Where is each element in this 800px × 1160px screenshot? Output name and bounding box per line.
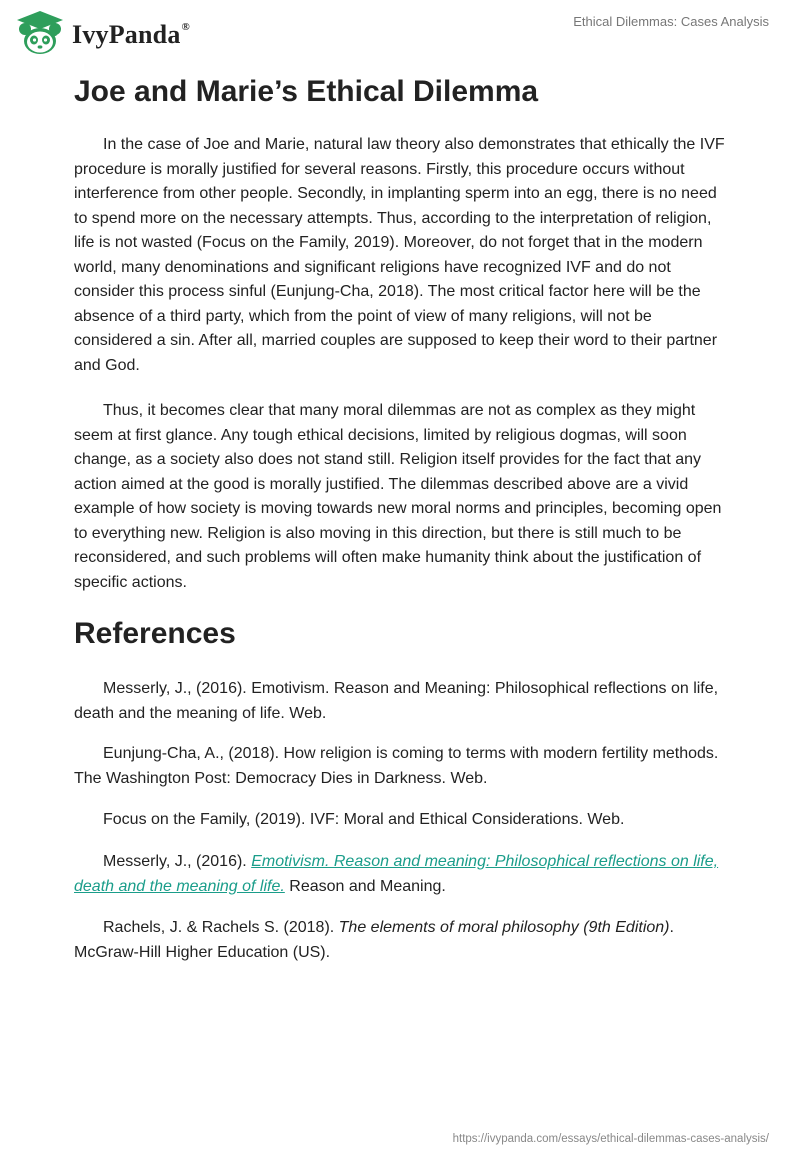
brand-name: IvyPanda®	[72, 20, 190, 49]
body-paragraph: In the case of Joe and Marie, natural law theory also demonstrates that ethically the IVF procedure is morally justified for several reasons. Firstly, this procedure occurs without interference from other people. Secondly, in implanting sperm into an egg, there is no need to spend more on the necessary attempts. Thus, according to the interpretation of religion, life is not wasted (Focus on the Family, 2019). Moreover, do not forget that in the modern world, many denominations and significant religions have recognized IVF and do not consider this process sinful (Eunjung-Cha, 2018). The most critical factor here will be the absence of a third party, which from the point of view of many religions, will not be considered a sin. After all, married couples are supposed to keep their word to their partner and God.	[74, 136, 725, 374]
reference-suffix: Reason and Meaning.	[284, 877, 446, 895]
reference-prefix: Messerly, J., (2016).	[103, 853, 252, 870]
reference-item: Focus on the Family, (2019). IVF: Moral and Ethical Considerations. Web.	[103, 811, 625, 828]
panda-icon	[14, 9, 66, 57]
reference-suffix: . McGraw-Hill Higher Education (US).	[74, 919, 674, 961]
reference-prefix: Rachels, J. & Rachels S. (2018).	[103, 919, 339, 936]
references-heading: References	[74, 617, 236, 650]
brand-logo[interactable]	[14, 9, 190, 57]
body-paragraph: Thus, it becomes clear that many moral dilemmas are not as complex as they might seem at first glance. Any tough ethical decisions, limited by religious dogmas, will soon change, as a society also does not stand still. Religion itself provides for the fact that any action aimed at the good is morally justified. The dilemmas described above are a vivid example of how society is moving towards new moral norms and principles, becoming open to everything new. Religion is also moving in this direction, but there is still much to be reconsidered, and such problems will often make humanity think about the justification of specific actions.	[74, 402, 722, 591]
section-heading: Joe and Marie’s Ethical Dilemma	[74, 75, 539, 108]
document-title: Ethical Dilemmas: Cases Analysis	[573, 14, 769, 29]
reference-link[interactable]: Emotivism. Reason and meaning: Philosophical reflections on life, death and the meaning of life.	[74, 853, 719, 895]
reference-item: Eunjung-Cha, A., (2018). How religion is coming to terms with modern fertility methods. The Washington Post: Democracy Dies in Darkness. Web.	[74, 745, 719, 787]
reference-item	[74, 850, 726, 899]
reference-item: Messerly, J., (2016). Emotivism. Reason and Meaning: Philosophical reflections on life, death and the meaning of life. Web.	[74, 680, 719, 722]
source-url: https://ivypanda.com/essays/ethical-dilemmas-cases-analysis/	[452, 1133, 769, 1145]
reference-title: The elements of moral philosophy (9th Edition)	[338, 919, 670, 936]
reference-item	[74, 916, 726, 965]
